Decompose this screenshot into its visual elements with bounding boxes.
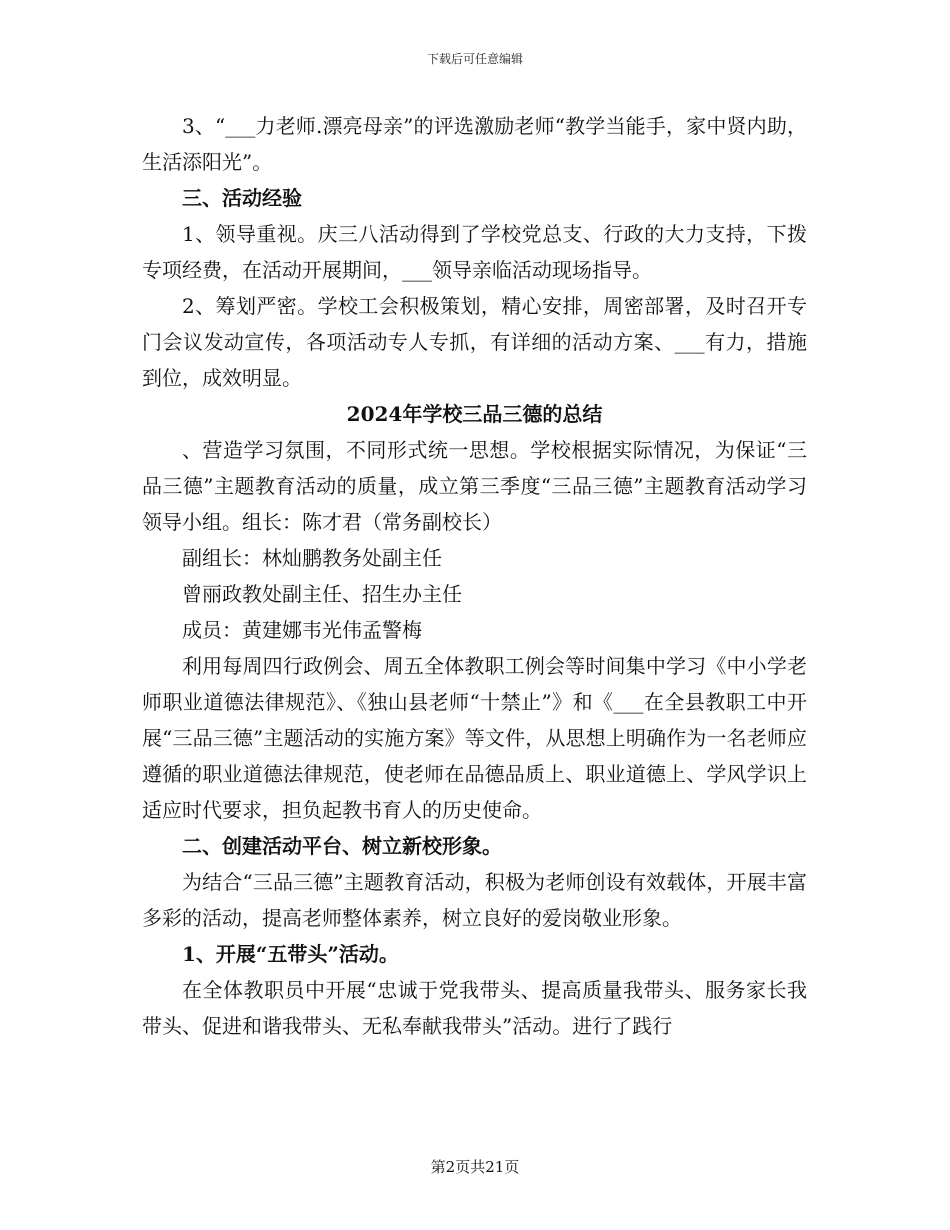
paragraph-planning: 2、筹划严密。学校工会积极策划，精心安排，周密部署，及时召开专门会议发动宣传，各项活动专人专抓，有详细的活动方案、___有力，措施到位，成效明显。 [142,294,807,390]
document-body [142,108,807,1044]
paragraph-deputy-leader-2: 曾丽政教处副主任、招生办主任 [182,582,462,606]
page-footer: 第2页共21页 [430,1158,520,1176]
paragraph-study-documents: 利用每周四行政例会、周五全体教职工例会等时间集中学习《中小学老师职业道德法律规范》、《独山县老师“十禁止”》和《___在全县教职工中开展“三品三德”主题活动的实施方案》等文件，从思想上明确作为一名老师应遵循的职业道德法律规范，使老师在品德品质上、职业道德上、学风学识上适应时代要求，担负起教书育人的历史使命。 [142,654,807,822]
paragraph-leadership: 1、领导重视。庆三八活动得到了学校党总支、行政的大力支持，下拨专项经费，在活动开展期间，___领导亲临活动现场指导。 [142,222,807,282]
section-heading-activity-experience: 三、活动经验 [182,186,302,210]
paragraph-activity-carrier: 为结合“三品三德”主题教育活动，积极为老师创设有效载体，开展丰富多彩的活动，提高老师整体素养，树立良好的爱岗敬业形象。 [142,870,807,930]
section-heading-activity-platform: 二、创建活动平台、树立新校形象。 [182,834,502,858]
paragraph-study-atmosphere: 、营造学习氛围，不同形式统一思想。学校根据实际情况，为保证“三品三德”主题教育活动的质量，成立第三季度“三品三德”主题教育活动学习领导小组。组长：陈才君（常务副校长） [142,438,807,534]
paragraph-members: 成员：黄建娜韦光伟孟警梅 [182,618,422,642]
subheading-five-leads: 1、开展“五带头”活动。 [182,942,399,966]
page-header: 下载后可任意编辑 [426,52,523,66]
document-title: 2024年学校三品三德的总结 [346,402,603,426]
paragraph-selection-item-3: 3、“___力老师.漂亮母亲”的评选激励老师“教学当能手，家中贤内助，生活添阳光”。 [142,114,807,174]
paragraph-five-leads: 在全体教职员中开展“忠诚于党我带头、提高质量我带头、服务家长我带头、促进和谐我带头、无私奉献我带头”活动。进行了践行 [142,978,807,1038]
paragraph-deputy-leader: 副组长：林灿鹏教务处副主任 [182,546,442,570]
